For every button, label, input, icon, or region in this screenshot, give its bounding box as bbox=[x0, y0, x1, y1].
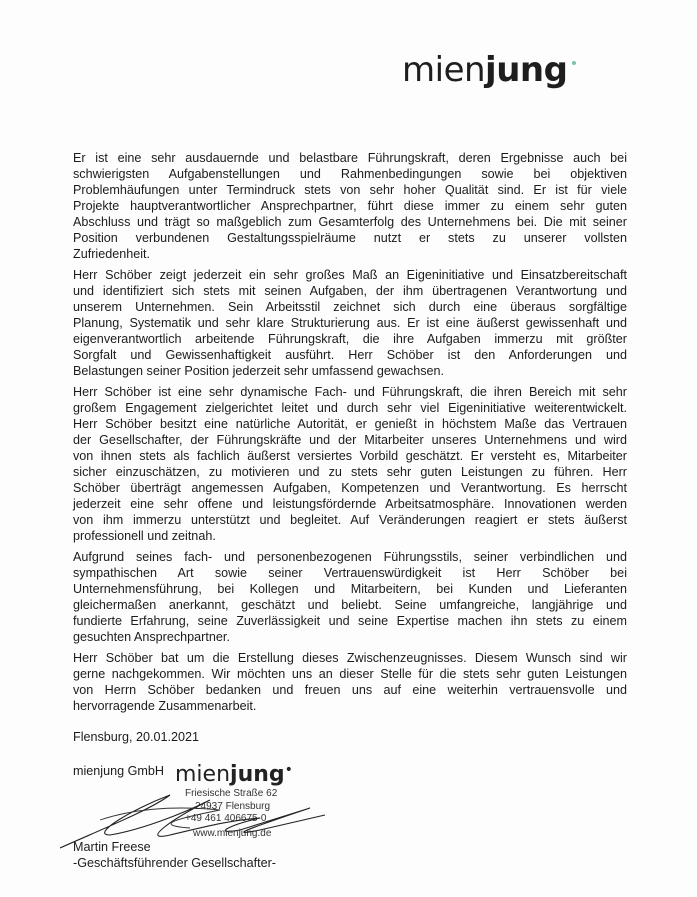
text-line: sicher einzuschätzen, zu motivieren und zu stets sehr guten Leistungen zu führen. Herr bbox=[73, 465, 627, 479]
text-line: Sorgfalt und Gewissenhaftigkeit ausführt. Herr Schöber ist den Anforderungen und bbox=[73, 348, 627, 362]
text-line: Unternehmensführung, bei Kollegen und Mitarbeitern, bei Kunden und Lieferanten bbox=[73, 582, 627, 596]
text-line: gleichermaßen anerkannt, geschätzt und beliebt. Seine umfangreiche, langjährige und bbox=[73, 598, 627, 612]
stamp-city: 24937 Flensburg bbox=[195, 800, 271, 812]
stamp-web: www.mienjung.de bbox=[193, 827, 272, 839]
text-line: der Gesellschafter, der Führungskräfte und der Mitarbeiter unseres Unternehmens und wird bbox=[73, 433, 627, 447]
text-line: hervorragende Zusammenarbeit. bbox=[73, 699, 257, 713]
text-line: von ihm immerzu unterstützt und begleitet. Auf Veränderungen reagiert er stets äußerst bbox=[73, 513, 627, 527]
text-line: Aufgrund seines fach- und personenbezogenen Führungsstils, seiner verbindlichen und bbox=[73, 550, 627, 564]
text-line: Herr Schöber besitzt eine natürliche Autorität, er genießt in höchstem Maße das Vertrauen bbox=[73, 417, 627, 431]
logo-bold: jung bbox=[485, 50, 568, 90]
signer-name: Martin Freese bbox=[73, 840, 151, 854]
stamp-street: Friesische Straße 62 bbox=[185, 788, 278, 799]
text-line: schwierigsten Aufgabenstellungen und Rahmenbedingungen sowie bei objektiven bbox=[73, 167, 627, 181]
text-line: jederzeit eine sehr offene und leistungsfördernde Arbeitsatmosphäre. Innovationen werden bbox=[73, 497, 627, 511]
text-line: eigenverantwortlich arbeitende Führungskraft, die ihre Aufgaben immerzu mit größter bbox=[73, 332, 627, 346]
place-date: Flensburg, 20.01.2021 bbox=[73, 730, 200, 744]
text-line: Belastungen seiner Position jederzeit sehr umfassend gewachsen. bbox=[73, 364, 445, 378]
text-line: Problemhäufungen unter Termindruck stets von sehr hoher Qualität sind. Er ist für viele bbox=[73, 183, 627, 197]
stamp-logo-light: mien bbox=[175, 762, 231, 787]
text-line: Herr Schöber ist eine sehr dynamische Fach- und Führungskraft, die ihren Bereich mit sehr bbox=[73, 385, 627, 399]
company-name: mienjung GmbH bbox=[73, 764, 164, 778]
text-line: gesuchten Ansprechpartner. bbox=[73, 630, 230, 644]
paragraph bbox=[73, 650, 627, 714]
text-line: von ihnen stets als fachlich äußerst versiertes Vorbild geschätzt. Er versteht es, Mitarbeiter bbox=[73, 449, 627, 463]
text-line: professionell und zeitnah. bbox=[73, 529, 216, 543]
signer-title: -Geschäftsführender Gesellschafter- bbox=[73, 856, 276, 870]
text-line: unserem Unternehmen. Sein Arbeitsstil zeichnet sich durch eine überaus sorgfältige bbox=[73, 300, 627, 314]
text-line: Abschluss und trägt so maßgeblich zum Gesamterfolg des Unternehmens bei. Die mit seiner bbox=[73, 215, 627, 229]
text-line: großem Engagement zielgerichtet leitet und durch sehr viel Eigeninitiative weiterentwickelt. bbox=[73, 401, 627, 415]
logo-dot bbox=[572, 61, 576, 65]
text-line: gerne nachgekommen. Wir möchten uns an dieser Stelle für die stets sehr guten Leistungen bbox=[73, 667, 627, 681]
company-logo bbox=[402, 50, 567, 90]
text-line: Herr Schöber bat um die Erstellung dieses Zwischenzeugnisses. Diesem Wunsch sind wir bbox=[73, 651, 627, 665]
text-line: und identifiziert sich stets mit seinen Aufgaben, der ihm übertragenen Verantwortung und bbox=[73, 284, 627, 298]
paragraph bbox=[73, 549, 627, 645]
stamp-logo-bold: jung bbox=[230, 762, 285, 787]
letter-body bbox=[73, 150, 627, 719]
text-line: Er ist eine sehr ausdauernde und belastbare Führungskraft, deren Ergebnisse auch bei bbox=[73, 151, 627, 165]
text-line: von Herrn Schöber bedanken und freuen uns auf eine weiterhin vertrauensvolle und bbox=[73, 683, 627, 697]
text-line: Projekte hauptverantwortlicher Ansprechpartner, führt diese immer zu einem sehr guten bbox=[73, 199, 627, 213]
paragraph bbox=[73, 384, 627, 544]
stamp-phone: +49 461 406675-0 bbox=[185, 813, 267, 824]
text-line: fundierte Erfahrung, seine Zuverlässigkeit und seine Expertise machen ihn stets zu einem bbox=[73, 614, 627, 628]
paragraph bbox=[73, 267, 627, 379]
text-line: Planung, Systematik und sehr klare Strukturierung aus. Er ist eine äußerst gewissenhaft und bbox=[73, 316, 627, 330]
text-line: Zufriedenheit. bbox=[73, 247, 151, 261]
paragraph bbox=[73, 150, 627, 262]
text-line: Schöber überträgt angemessen Aufgaben, Kompetenzen und Verantwortung. Es herrscht bbox=[73, 481, 627, 495]
text-line: Position verbundenen Gestaltungsspielräume nutzt er stets zu unserer vollsten bbox=[73, 231, 627, 245]
text-line: Herr Schöber zeigt jederzeit ein sehr großes Maß an Eigeninitiative und Einsatzbereitschaft bbox=[73, 268, 627, 282]
logo-light: mien bbox=[402, 50, 486, 90]
text-line: sympathischen Art sowie seiner Vertrauenswürdigkeit ist Herr Schöber bei bbox=[73, 566, 627, 580]
stamp-logo: mienjung• bbox=[175, 762, 293, 787]
